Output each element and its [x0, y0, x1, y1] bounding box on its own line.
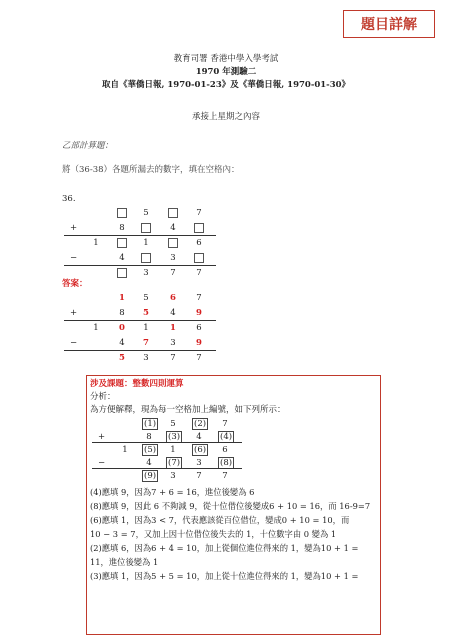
header-line-2: 1970 年測驗二 — [195, 67, 257, 77]
answer-cell: 8 — [119, 308, 125, 318]
answer-cell: 7 — [196, 293, 202, 303]
answer-label: 答案： — [62, 279, 88, 289]
question-cell — [192, 222, 206, 234]
numbered-cell: 7 — [196, 471, 202, 481]
numbered-blank: (4) — [220, 432, 233, 442]
rule-line — [64, 350, 216, 351]
answer-cell: 4 — [170, 308, 176, 318]
operator-sign: + — [70, 223, 78, 233]
numbered-cell: 4 — [196, 432, 202, 442]
numbered-blank: (7) — [168, 458, 181, 468]
numbered-cell: 3 — [196, 458, 202, 468]
question-cell — [115, 267, 129, 279]
answer-cell: 0 — [119, 323, 125, 333]
answer-cell: 1 — [170, 323, 176, 333]
explanation-step: (2)應填 6，因為6 + 4 = 10，加上從個位進位得來的 1，變為10 + 1 = — [90, 543, 359, 553]
blank-square — [117, 208, 127, 218]
operator-sign: − — [98, 458, 106, 468]
question-cell: 3 — [143, 268, 149, 278]
numbered-cell: 4 — [146, 458, 152, 468]
numbered-cell: 1 — [122, 445, 128, 455]
analysis-label: 分析： — [90, 392, 116, 402]
blank-square — [117, 238, 127, 248]
question-cell — [139, 252, 153, 264]
numbered-blank: (6) — [194, 445, 207, 455]
numbered-cell — [142, 418, 156, 430]
answer-cell: 3 — [143, 353, 149, 363]
question-cell — [166, 207, 180, 219]
answer-cell: 1 — [143, 323, 149, 333]
question-cell — [115, 207, 129, 219]
question-cell: 8 — [119, 223, 125, 233]
section-title: 乙部計算題： — [62, 141, 114, 151]
question-number: 36. — [62, 194, 76, 204]
question-cell — [139, 222, 153, 234]
numbered-cell — [142, 444, 156, 456]
explanation-step: 11，進位後變為 1 — [90, 557, 159, 567]
answer-cell: 5 — [143, 293, 149, 303]
continued-note: 承接上星期之內容 — [191, 112, 260, 122]
answer-cell: 9 — [196, 308, 202, 318]
explanation-step: (6)應填 1，因為3 < 7，代表應該從百位借位，變成0 + 10 = 10，而 — [90, 515, 350, 525]
explanation-title: 涉及課題：整數四則運算 — [90, 379, 184, 389]
numbered-cell — [192, 444, 206, 456]
blank-square — [194, 253, 204, 263]
blank-square — [141, 223, 151, 233]
answer-cell: 5 — [119, 353, 125, 363]
solution-tag: 題目詳解 — [343, 10, 435, 38]
question-cell: 6 — [196, 238, 202, 248]
answer-cell: 5 — [143, 308, 149, 318]
header-line-1: 教育司署 香港中學入學考試 — [173, 54, 279, 64]
answer-cell: 3 — [170, 338, 176, 348]
numbered-cell: 5 — [170, 419, 176, 429]
explanation-step: (3)應填 1，因為5 + 5 = 10，加上從十位進位得來的 1，變為10 + 1 = — [90, 571, 359, 581]
blank-square — [141, 253, 151, 263]
explanation-step: (4)應填 9，因為7 + 6 = 16，進位後變為 6 — [90, 487, 255, 497]
rule-line — [64, 320, 216, 321]
blank-square — [168, 238, 178, 248]
numbered-blank: (8) — [220, 458, 233, 468]
question-cell — [115, 237, 129, 249]
numbered-cell: 3 — [170, 471, 176, 481]
numbered-cell: 8 — [146, 432, 152, 442]
answer-cell: 9 — [196, 338, 202, 348]
header-line-3: 取自《華僑日報, 1970-01-23》及《華僑日報, 1970-01-30》 — [101, 80, 351, 90]
answer-cell: 7 — [170, 353, 176, 363]
operator-sign: + — [70, 308, 78, 318]
answer-cell: 1 — [93, 323, 99, 333]
answer-cell: 1 — [119, 293, 125, 303]
question-cell: 4 — [170, 223, 176, 233]
rule-line — [64, 235, 216, 236]
numbered-blank: (2) — [194, 419, 207, 429]
question-cell: 5 — [143, 208, 149, 218]
answer-cell: 6 — [196, 323, 202, 333]
numbered-cell: 7 — [222, 419, 228, 429]
question-cell: 1 — [93, 238, 99, 248]
question-cell — [192, 252, 206, 264]
numbered-cell — [142, 470, 156, 482]
explanation-intro: 為方便解釋，現為每一空格加上編號，如下列所示： — [90, 405, 286, 415]
instruction: 將（36-38）各題所漏去的數字，填在空格內： — [62, 165, 240, 175]
question-cell — [166, 237, 180, 249]
answer-cell: 7 — [143, 338, 149, 348]
numbered-blank: (9) — [144, 471, 157, 481]
question-cell: 7 — [196, 208, 202, 218]
operator-sign: + — [98, 432, 106, 442]
answer-cell: 4 — [119, 338, 125, 348]
numbered-cell: 7 — [222, 471, 228, 481]
operator-sign: − — [70, 338, 78, 348]
question-cell: 1 — [143, 238, 149, 248]
answer-cell: 7 — [196, 353, 202, 363]
numbered-cell: 6 — [222, 445, 228, 455]
blank-square — [194, 223, 204, 233]
operator-sign: − — [70, 253, 78, 263]
blank-square — [168, 208, 178, 218]
rule-line — [92, 468, 242, 469]
numbered-blank: (5) — [144, 445, 157, 455]
explanation-step: (8)應填 9，因此 6 不夠減 9，從十位借位後變成6 + 10 = 16，而 16-9=7 — [90, 501, 371, 511]
answer-cell: 6 — [170, 293, 176, 303]
rule-line — [64, 265, 216, 266]
numbered-blank: (3) — [168, 432, 181, 442]
numbered-cell — [192, 418, 206, 430]
question-cell: 7 — [170, 268, 176, 278]
question-cell: 7 — [196, 268, 202, 278]
question-cell: 4 — [119, 253, 125, 263]
numbered-blank: (1) — [144, 419, 157, 429]
explanation-step: 10 − 3 = 7，又加上因十位借位後失去的 1，十位數字由 0 變為 1 — [90, 529, 337, 539]
question-cell: 3 — [170, 253, 176, 263]
blank-square — [117, 268, 127, 278]
rule-line — [92, 442, 242, 443]
numbered-cell: 1 — [170, 445, 176, 455]
